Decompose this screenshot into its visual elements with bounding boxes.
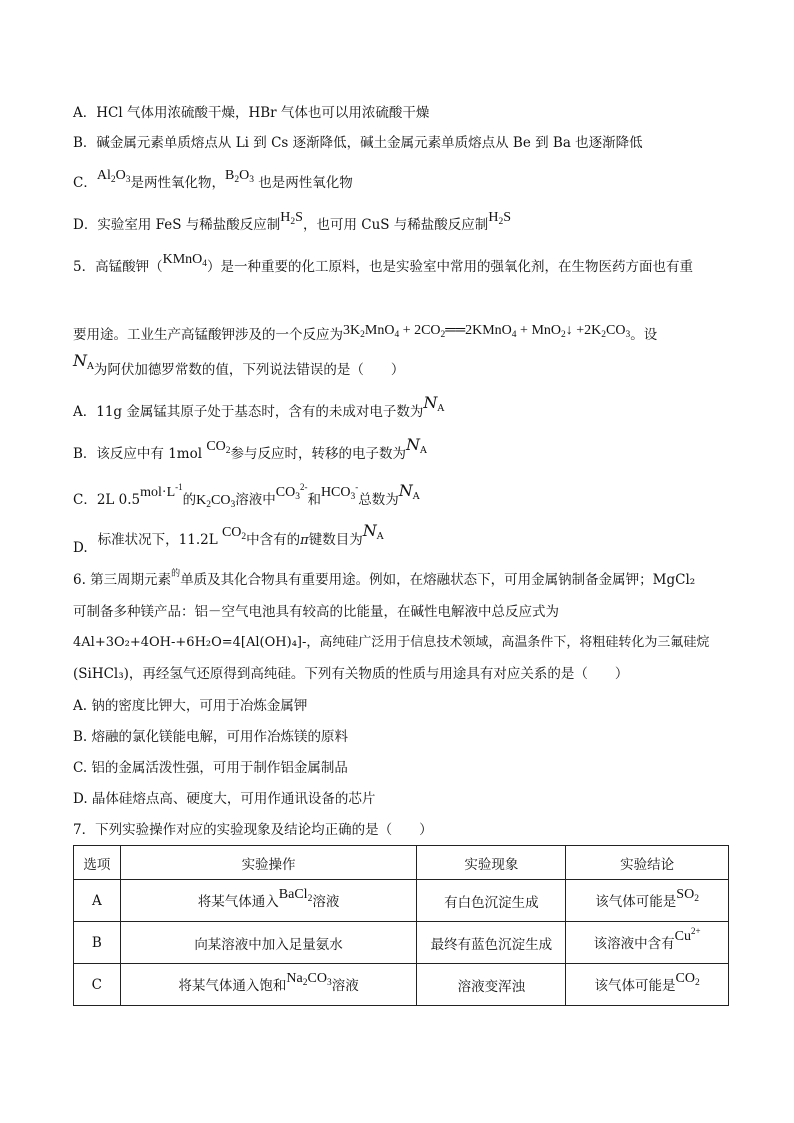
header-operation: 实验操作	[120, 846, 417, 880]
formula-co2: $CO_2$	[221, 525, 247, 542]
q4-option-d: D．实验室用 FeS 与稀盐酸反应制$H_2S$，也可用 CuS 与稀盐酸反应制$H_2S$	[73, 210, 511, 233]
header-conclusion: 实验结论	[566, 846, 729, 880]
cell-phenomenon: 溶液变浑浊	[417, 964, 566, 1006]
formula-b2o3: $B_2O_3$	[224, 168, 254, 185]
symbol-na: $N_A$	[73, 351, 94, 372]
table-row	[74, 880, 729, 922]
cell-option: C	[74, 964, 121, 1006]
q5-option-a: A．11g 金属锰其原子处于基态时，含有的未成对电子数为$N_A$	[73, 393, 445, 420]
formula-co2: $CO_2$	[206, 439, 231, 456]
cell-option: B	[74, 922, 121, 964]
q4-option-a: A．HCl 气体用浓硫酸干燥，HBr 气体也可以用浓硫酸干燥	[73, 105, 430, 121]
cell-conclusion: 该气体可能是$CO_2$	[566, 964, 729, 1006]
cell-operation: 将某气体通入饱和$Na_2CO_3$溶液	[120, 964, 417, 1006]
cell-phenomenon: 有白色沉淀生成	[417, 880, 566, 922]
q4-option-c: C．$Al_2O_3$是两性氧化物，$B_2O_3$ 也是两性氧化物	[73, 168, 353, 191]
q5-stem-line-3: $N_A$为阿伏加德罗常数的值，下列说法错误的是（ ）	[73, 351, 405, 378]
q6-stem-line-1: 6. 第三周期元素$^的$单质及其化合物具有重要用途。例如，在熔融状态下，可用金属钠制备金属钾；MgCl₂	[73, 569, 696, 588]
unit-mol-per-l: $mol\cdot L^{-1}$	[140, 482, 183, 500]
q6-stem-line-3: 4Al+3O₂+4OH-+6H₂O=4[Al(OH)₄]-，高纯硅广泛用于信息技术领域，高温条件下，将粗硅转化为三氟硅烷	[73, 635, 710, 650]
table-row	[74, 964, 729, 1006]
q4-option-b: B．碱金属元素单质熔点从 Li 到 Cs 逐渐降低，碱土金属元素单质熔点从 Be 到 Ba 也逐渐降低	[73, 135, 643, 151]
formula-hco3-ion: $HCO_3^-$	[320, 482, 359, 502]
table-header-row	[74, 846, 729, 880]
q5-option-b: B．该反应中有 1mol $CO_2$参与反应时，转移的电子数为$N_A$	[73, 435, 427, 462]
q5-stem-line-2: 要用途。工业生产高锰酸钾涉及的一个反应为$3K_2MnO_4$ + $2CO_2══2KMnO_4$ + MnO$_2$↓ $+2K_2CO_3$。设	[73, 323, 658, 343]
q6-stem-line-4: (SiHCl₃)，再经氢气还原得到高纯硅。下列有关物质的性质与用途具有对应关系的是（ ）	[73, 666, 629, 682]
header-phenomenon: 实验现象	[417, 846, 566, 880]
symbol-na: $N_A$	[423, 393, 445, 414]
formula-co3-ion: $CO_3^{2-}$	[275, 482, 308, 502]
symbol-na: $N_A$	[362, 521, 384, 542]
cell-phenomenon: 最终有蓝色沉淀生成	[417, 922, 566, 964]
q6-option-a: A. 钠的密度比钾大，可用于冶炼金属钾	[73, 698, 308, 714]
header-option: 选项	[74, 846, 121, 880]
symbol-pi: π	[300, 533, 309, 548]
formula-bacl2: BaCl$_2$	[278, 886, 313, 904]
formula-al2o3: $Al_2O_3$	[96, 168, 131, 185]
cell-conclusion: 该溶液中含有$Cu^{2+}$	[566, 922, 729, 964]
formula-cu-ion: $Cu^{2+}$	[674, 926, 701, 944]
q5-option-d: D. 标准状况下，11.2L $CO_2$中含有的π键数目为$N_A$	[73, 521, 384, 556]
table-row	[74, 922, 729, 964]
q7-stem: 7．下列实验操作对应的实验现象及结论均正确的是（ ）	[73, 822, 433, 838]
formula-h2s: $H_2S$	[280, 210, 303, 227]
experiment-table	[73, 845, 729, 1006]
q5-option-c: C．2L $0.5mol\cdot L^{-1}$的$K_2CO_3$溶液中$CO_3^{2-}$和$HCO_3^-$总数为$N_A$	[73, 481, 420, 510]
q6-option-d: D. 晶体硅熔点高、硬度大，可用作通讯设备的芯片	[73, 791, 376, 807]
symbol-na: $N_A$	[398, 481, 420, 502]
q6-option-b: B. 熔融的氯化镁能电解，可用作冶炼镁的原料	[73, 729, 349, 745]
cell-operation: 向某溶液中加入足量氨水	[120, 922, 417, 964]
formula-so2: $SO_2$	[676, 886, 699, 904]
formula-k2co3: $K_2CO_3$	[196, 493, 236, 510]
reaction-equation: $3K_2MnO_4$ + $2CO_2══2KMnO_4$ + MnO$_2$↓ $+2K_2CO_3$	[343, 323, 631, 340]
cell-operation: 将某气体通入BaCl$_2$溶液	[120, 880, 417, 922]
formula-co2: $CO_2$	[675, 970, 700, 988]
q6-stem-line-2: 可制备多种镁产品：铝－空气电池具有较高的比能量，在碱性电解液中总反应式为	[73, 604, 559, 620]
q5-stem-line-1: 5．高锰酸钾（KMnO$_4$）是一种重要的化工原料，也是实验室中常用的强氧化剂，在生物医药方面也有重	[73, 252, 694, 275]
cell-option: A	[74, 880, 121, 922]
symbol-na: $N_A$	[406, 435, 427, 456]
q6-option-c: C. 铝的金属活泼性强，可用于制作铝金属制品	[73, 760, 348, 776]
cell-conclusion: 该气体可能是$SO_2$	[566, 880, 729, 922]
formula-h2s: $H_2S$	[488, 210, 511, 227]
formula-na2co3: $Na_2CO_3$	[286, 970, 332, 988]
formula-kmno4: KMnO$_4$	[162, 252, 208, 269]
